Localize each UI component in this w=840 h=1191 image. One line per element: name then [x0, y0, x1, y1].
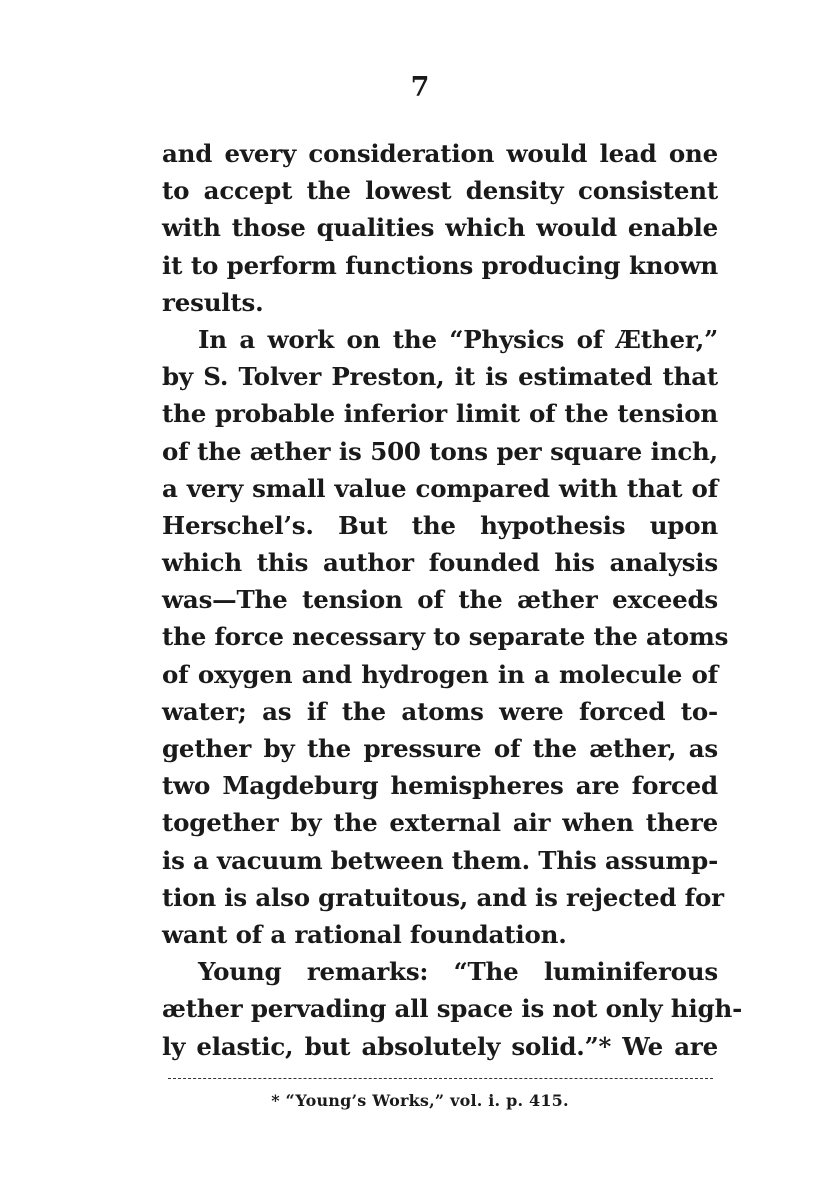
- text-line: of oxygen and hydrogen in a molecule of: [162, 659, 718, 689]
- text-line: ly elastic, but absolutely solid.”* We are: [162, 1031, 718, 1061]
- text-line: together by the external air when there: [162, 808, 718, 838]
- text-line: a very small value compared with that of: [162, 473, 718, 503]
- page-number: 7: [410, 72, 430, 103]
- text-line: which this author founded his analysis: [162, 548, 718, 578]
- text-line: with those qualities which would enable: [162, 213, 718, 243]
- text-line: Herschel’s. But the hypothesis upon: [162, 510, 718, 540]
- text-line: was—The tension of the æther exceeds: [162, 585, 718, 615]
- footnote: * “Young’s Works,” vol. i. p. 415.: [271, 1091, 569, 1110]
- text-line: the probable inferior limit of the tension: [162, 399, 718, 429]
- text-line: and every consideration would lead one: [162, 139, 718, 168]
- text-line: water; as if the atoms were forced to-: [162, 696, 718, 726]
- text-line: is a vacuum between them. This assump-: [162, 845, 719, 875]
- text-line: it to perform functions producing known: [162, 250, 718, 280]
- body-text: [162, 135, 743, 1065]
- text-line: by S. Tolver Preston, it is estimated that: [162, 362, 718, 392]
- text-line: of the æther is 500 tons per square inch,: [162, 436, 718, 466]
- text-line: tion is also gratuitous, and is rejected for: [162, 882, 724, 912]
- text-line: Young remarks: “The luminiferous: [198, 957, 718, 987]
- text-line: want of a rational foundation.: [162, 919, 567, 949]
- text-line: the force necessary to separate the atoms: [162, 622, 729, 652]
- footnote-divider: [168, 1078, 713, 1079]
- text-line: æther pervading all space is not only high-: [162, 994, 743, 1024]
- text-line: results.: [162, 287, 264, 317]
- text-line: In a work on the “Physics of Æther,”: [198, 324, 718, 354]
- text-line: to accept the lowest density consistent: [162, 176, 718, 206]
- text-line: gether by the pressure of the æther, as: [162, 734, 718, 763]
- text-line: two Magdeburg hemispheres are forced: [162, 771, 718, 801]
